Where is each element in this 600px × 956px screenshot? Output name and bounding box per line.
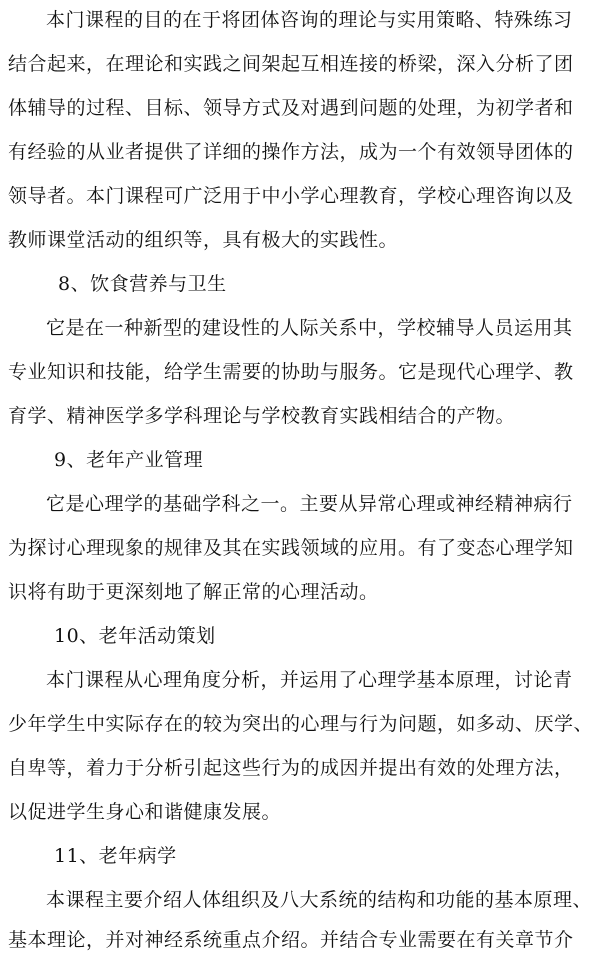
section-11-heading: 11、老年病学 (54, 845, 177, 867)
section-8-heading: 8、饮食营养与卫生 (58, 273, 227, 295)
section-8-line-2: 专业知识和技能，给学生需要的协助与服务。它是现代心理学、教 (8, 361, 574, 383)
section-11-line-1: 本课程主要介绍人体组织及八大系统的结构和功能的基本原理、 (46, 889, 593, 911)
section-9-line-2: 为探讨心理现象的规律及其在实践领域的应用。有了变态心理学知 (8, 537, 574, 559)
section-10-heading: 10、老年活动策划 (54, 625, 216, 647)
section-9-line-3: 识将有助于更深刻地了解正常的心理活动。 (8, 581, 379, 603)
paragraph-1-line-6: 教师课堂活动的组织等，具有极大的实践性。 (8, 229, 399, 251)
section-9-heading: 9、老年产业管理 (54, 449, 204, 471)
section-8-line-1: 它是在一种新型的建设性的人际关系中，学校辅导人员运用其 (46, 317, 573, 339)
section-11-line-2: 基本理论，并对神经系统重点介绍。并结合专业需要在有关章节介 (8, 929, 574, 951)
section-8-line-3: 育学、精神医学多学科理论与学校教育实践相结合的产物。 (8, 405, 516, 427)
paragraph-1-line-4: 有经验的从业者提供了详细的操作方法，成为一个有效领导团体的 (8, 141, 574, 163)
section-10-line-1: 本门课程从心理角度分析，并运用了心理学基本原理，讨论青 (46, 669, 573, 691)
paragraph-1-line-2: 结合起来，在理论和实践之间架起互相连接的桥梁，深入分析了团 (8, 53, 574, 75)
section-10-line-3: 自卑等，着力于分析引起这些行为的成因并提出有效的处理方法， (8, 757, 574, 779)
section-10-line-2: 少年学生中实际存在的较为突出的心理与行为问题，如多动、厌学、 (8, 713, 594, 735)
section-10-line-4: 以促进学生身心和谐健康发展。 (8, 801, 282, 823)
paragraph-1-line-1: 本门课程的目的在于将团体咨询的理论与实用策略、特殊练习 (46, 9, 573, 31)
paragraph-1-line-5: 领导者。本门课程可广泛用于中小学心理教育，学校心理咨询以及 (8, 185, 574, 207)
paragraph-1-line-3: 体辅导的过程、目标、领导方式及对遇到问题的处理，为初学者和 (8, 97, 574, 119)
section-9-line-1: 它是心理学的基础学科之一。主要从异常心理或神经精神病行 (46, 493, 573, 515)
